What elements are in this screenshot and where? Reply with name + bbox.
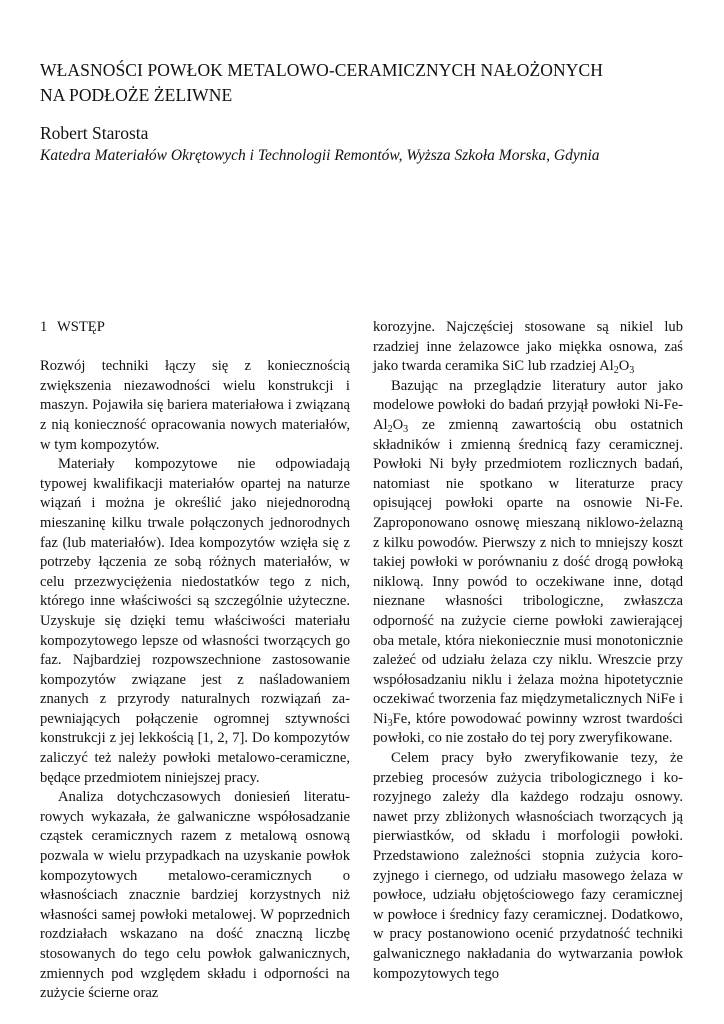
- right-column: [373, 318, 683, 984]
- formula-part: O: [392, 416, 404, 433]
- paragraph-5: [373, 377, 683, 749]
- paper-title: [40, 58, 680, 108]
- subscript: 3: [403, 423, 409, 435]
- paragraph-2: Materiały kompozytowe nie odpowiadają typowej kwalifikacji materiałów opartej na naturze wiązań i można je określić jako niejednorodną mieszaninę kilku trwale połączonych jednorodnych faz (lub materiałów). Idea kompozytów wzięła się z potrzeby łączenia ze sobą różnych materiałów, w celu przezwyciężenia niedostatków tego z nich, którego inne właściwości są szczególnie użyteczne. Uzyskuje się dzięki temu właściwości materiału kompozytowego lepsze od własności tworzących go faz. Najbardziej rozpowszechnione zastosowanie kompozytów związane jest z naśladowaniem znanych z przyrody naturalnych rozwiązań zapewniających połączenie ogromnej sztywności konstrukcji z jej lekkością [1, 2, 7]. Do kompozytów zaliczyć też należy powłoki metalowo-ceramiczne, będące przedmiotem niniejszej pracy.: [40, 456, 350, 786]
- subscript: 2: [387, 423, 393, 435]
- subscript: 2: [613, 365, 619, 377]
- paragraph-5-text-a: Bazując na przeglądzie literatury autor jako modelowe powłoki do badań przyjął powłoki Ni-Fe-Al: [373, 377, 683, 433]
- section-title: WSTĘP: [57, 319, 105, 335]
- author-affiliation: Katedra Materiałów Okrętowych i Technologii Remontów, Wyższa Szkoła Morska, Gdynia: [40, 147, 600, 164]
- paragraph-3: Analiza dotychczasowych doniesień literaturowych wykazała, że galwaniczne współosadzanie cząstek ceramicznych razem z metalową osnową pozwala w wielu przypadkach na uzyskanie powłok kompozytowych metalowo-ceramicznych o własnościach znacznie bardziej korzystnych niż własności samej powłoki metalowej. W poprzednich rozdziałach wskazano na dość znaczną liczbę stosowanych do tego celu powłok galwanicznych, zmiennych pod względem składu i odporności na zużycie ścierne oraz: [40, 789, 350, 1002]
- paragraph-5-text-d: Fe, które powodować powinny wzrost twardości powłoki, co nie zostało do tej pory zweryfikowane.: [373, 710, 683, 747]
- paragraph-4-text: korozyjne. Najczęściej stosowane są nikiel lub rzadziej inne żelazowce jako miękka osnowa, zaś jako twarda ceramika SiC lub rzadziej Al: [373, 319, 683, 375]
- subscript: 3: [387, 717, 393, 729]
- section-heading: [40, 318, 350, 338]
- paper-title-line-2: NA PODŁOŻE ŻELIWNE: [40, 85, 233, 105]
- paragraph-4: [373, 318, 683, 377]
- left-column: [40, 318, 350, 1004]
- paragraph-6: Celem pracy było zweryfikowanie tezy, że przebieg procesów zużycia tribologicznego i korozyjnego zależy dla każdego rodzaju osnowy. nawet przy zbliżonych własnościach tworzących ją pierwiastków, od składu i morfologii powłoki. Przedstawiono zależności stopnia zużycia korozyjnego i ciernego, od udziału masowego żelaza w powłoce, udziału objętościowego fazy ceramicznej w powłoce i średnicy fazy ceramicznej. Dodatkowo, w pracy postanowiono ocenić przydatność techniki galwanicznego nakładania do wytwarzania powłok kompozytowych tego: [373, 750, 683, 982]
- author-name: Robert Starosta: [40, 123, 149, 143]
- subscript: 3: [629, 365, 635, 377]
- formula-part: O: [618, 358, 630, 375]
- paper-title-line-1: WŁASNOŚCI POWŁOK METALOWO-CERAMICZNYCH NAŁOŻONYCH: [40, 60, 603, 80]
- paragraph-1: Rozwój techniki łączy się z koniecznością zwiększenia niezawodności wielu konstrukcji i maszyn. Pojawiła się bariera materiałowa i związaną z nią konieczność opracowania nowych materiałów, w tym kompozytów.: [40, 358, 350, 453]
- paragraph-5-text-c: ze zmienną zawartością obu ostatnich składników i zmienną średnicą fazy ceramicznej. Powłoki Ni były przedmiotem rozlicznych badań, natomiast nie spotkano w literaturze pracy opisującej powłoki oparte na osnowie Ni-Fe. Zaproponowano osnowę mieszaną niklowo-żelazną z kilku powodów. Pierwszy z nich to mniejszy koszt takiej powłoki w porównaniu z dość drogą powłoką niklową. Inny powód to oczekiwane inne, dotąd nieznane własności tribologiczne, zwłaszcza odporność na zużycie cierne powłoki zawierającej oba metale, która niekoniecznie musi monotonicznie zależeć od udziału żelaza czy niklu. Wreszcie przy współosadzaniu niklu i żelaza można hipotetycznie oczekiwać tworzenia faz międzymetalicznych NiFe i Ni: [373, 416, 683, 727]
- section-number: 1: [40, 319, 48, 335]
